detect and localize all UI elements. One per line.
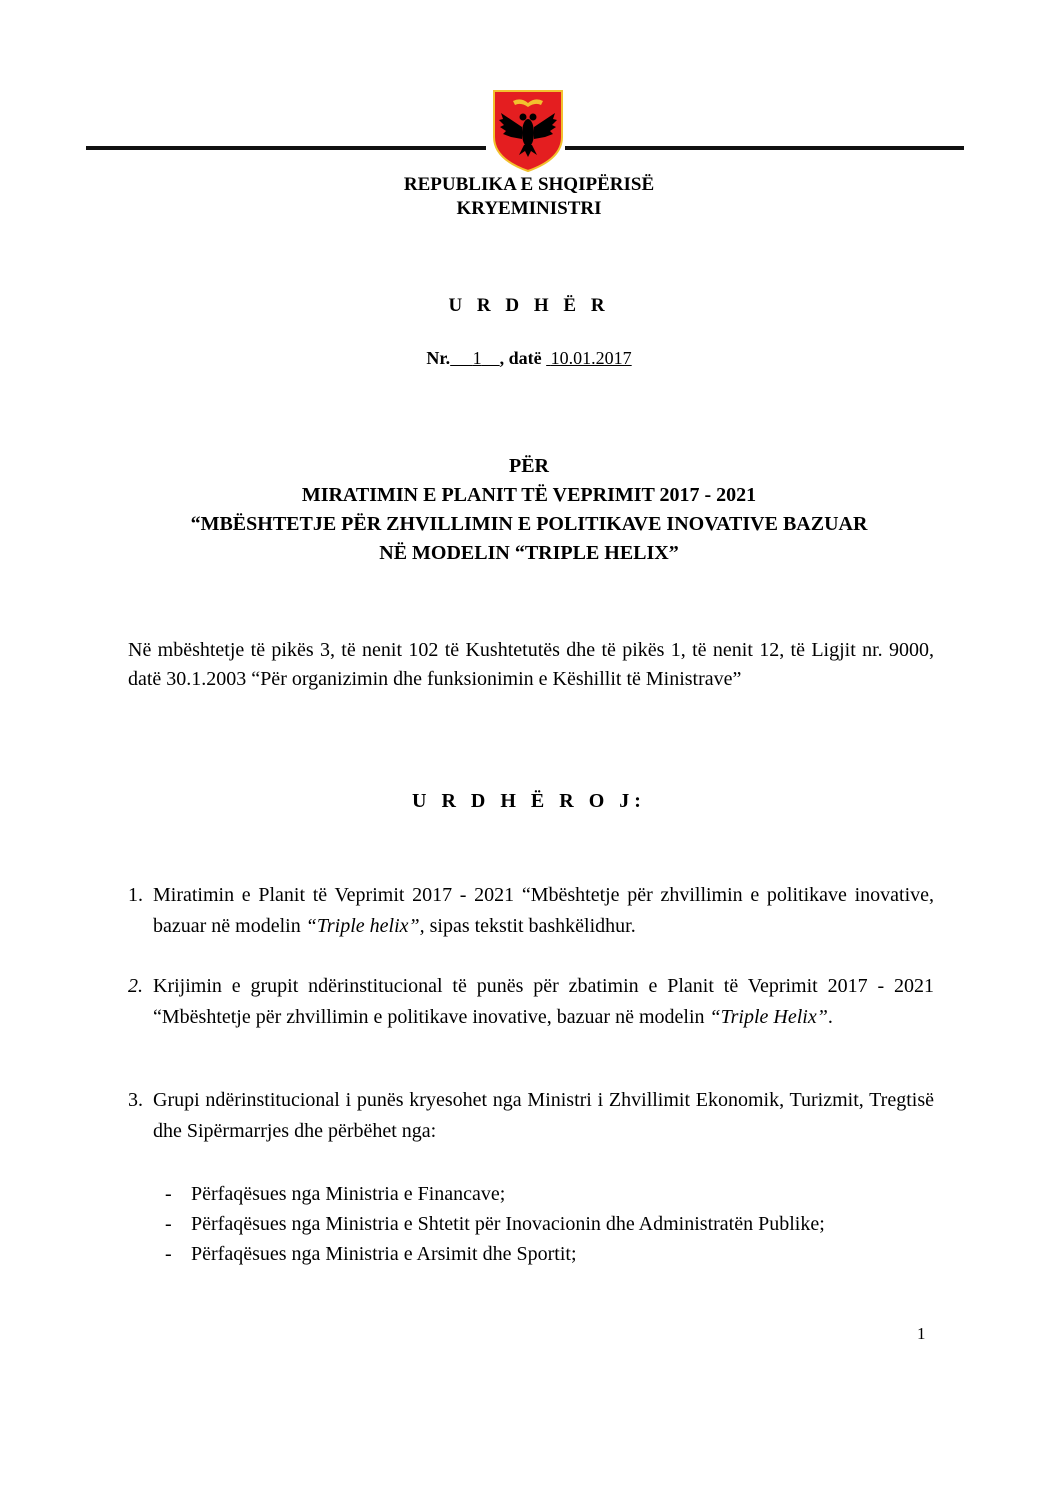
title-line: PËR <box>509 455 549 477</box>
title-line: “MBËSHTETJE PËR ZHVILLIMIN E POLITIKAVE INOVATIVE BAZUAR <box>190 513 868 535</box>
header-rule-right <box>565 146 964 150</box>
item-text: Miratimin e Planit të Veprimit 2017 - 2021 “Mbështetje për zhvillimin e politikave inovative, bazuar në modelin “Triple helix”, sipas tekstit bashkëlidhur. <box>153 884 934 937</box>
order-item-2 <box>128 971 934 1033</box>
date-value: 10.01.2017 <box>550 348 632 368</box>
item-text: Krijimin e grupit ndërinstitucional të punës për zbatimin e Planit të Veprimit 2017 - 2021 “Mbështetje për zhvillimin e politikave inovative, bazuar në modelin “Triple Helix”. <box>153 975 934 1028</box>
title-line: MIRATIMIN E PLANIT TË VEPRIMIT 2017 - 2021 <box>301 484 757 506</box>
item-number: 3. <box>128 1089 143 1111</box>
nr-value: 1 <box>472 348 482 368</box>
header-rule-left <box>86 146 486 150</box>
albanian-coat-of-arms-icon <box>491 87 565 173</box>
item-number: 2. <box>128 975 143 997</box>
item-text: Grupi ndërinstitucional i punës kryesohet nga Ministri i Zhvillimit Ekonomik, Turizmit, Tregtisë dhe Sipërmarrjes dhe përbëhet nga: <box>153 1089 934 1142</box>
country-name: REPUBLIKA E SHQIPËRISË <box>403 174 655 195</box>
page-number: 1 <box>917 1324 926 1343</box>
nr-label: Nr. <box>426 348 451 368</box>
title-line: NË MODELIN “TRIPLE HELIX” <box>379 542 679 564</box>
order-item-1 <box>128 880 934 942</box>
office-name: KRYEMINISTRI <box>456 198 602 219</box>
document-title <box>0 452 1058 568</box>
number-date-line <box>0 348 1058 369</box>
order-item-3 <box>128 1085 934 1147</box>
document-type-heading: U R D H Ë R <box>448 295 610 316</box>
date-label: , datë <box>499 348 542 368</box>
order-heading: U R D H Ë R O J: <box>412 790 646 812</box>
item-number: 1. <box>128 884 143 906</box>
preamble-paragraph: Në mbështetje të pikës 3, të nenit 102 të Kushtetutës dhe të pikës 1, të nenit 12, të Ligjit nr. 9000, datë 30.1.2003 “Për organizimin dhe funksionimin e Këshillit të Ministrave” <box>128 639 934 690</box>
